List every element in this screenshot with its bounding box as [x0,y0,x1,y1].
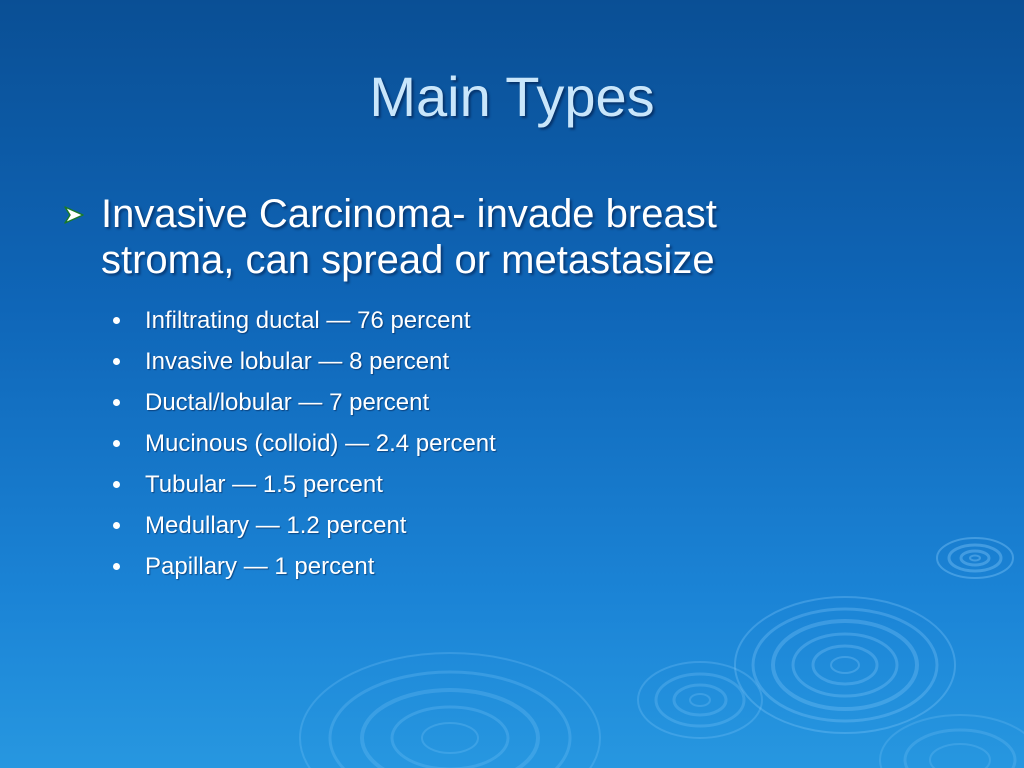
bullet-dot-icon [113,399,120,406]
sub-bullet-item [113,341,496,382]
sub-bullet-item [113,546,496,587]
bullet-dot-icon [113,563,120,570]
bullet-dot-icon [113,522,120,529]
bullet-dot-icon [113,440,120,447]
sub-bullet-list [113,300,496,587]
sub-bullet-item [113,464,496,505]
ripple-medium [638,662,762,738]
arrow-bullet-icon [63,205,85,225]
sub-bullet-item [113,382,496,423]
bullet-dot-icon [113,481,120,488]
sub-bullet-text: Infiltrating ductal — 76 percent [145,307,471,334]
main-bullet [63,191,843,283]
sub-bullet-text: Medullary — 1.2 percent [145,512,407,539]
slide-title: Main Types [369,65,655,128]
sub-bullet-text: Mucinous (colloid) — 2.4 percent [145,430,496,457]
sub-bullet-text: Papillary — 1 percent [145,553,375,580]
sub-bullet-text: Ductal/lobular — 7 percent [145,389,430,416]
ripple-large [735,597,955,733]
sub-bullet-text: Tubular — 1.5 percent [145,471,383,498]
sub-bullet-item [113,505,496,546]
main-bullet-text: Invasive Carcinoma- invade breast stroma, can spread or metastasize [101,192,717,282]
sub-bullet-item [113,300,496,341]
bullet-dot-icon [113,358,120,365]
sub-bullet-text: Invasive lobular — 8 percent [145,348,450,375]
sub-bullet-item [113,423,496,464]
ripple-small [937,538,1013,578]
ripple-bottom [300,653,600,768]
bullet-dot-icon [113,317,120,324]
